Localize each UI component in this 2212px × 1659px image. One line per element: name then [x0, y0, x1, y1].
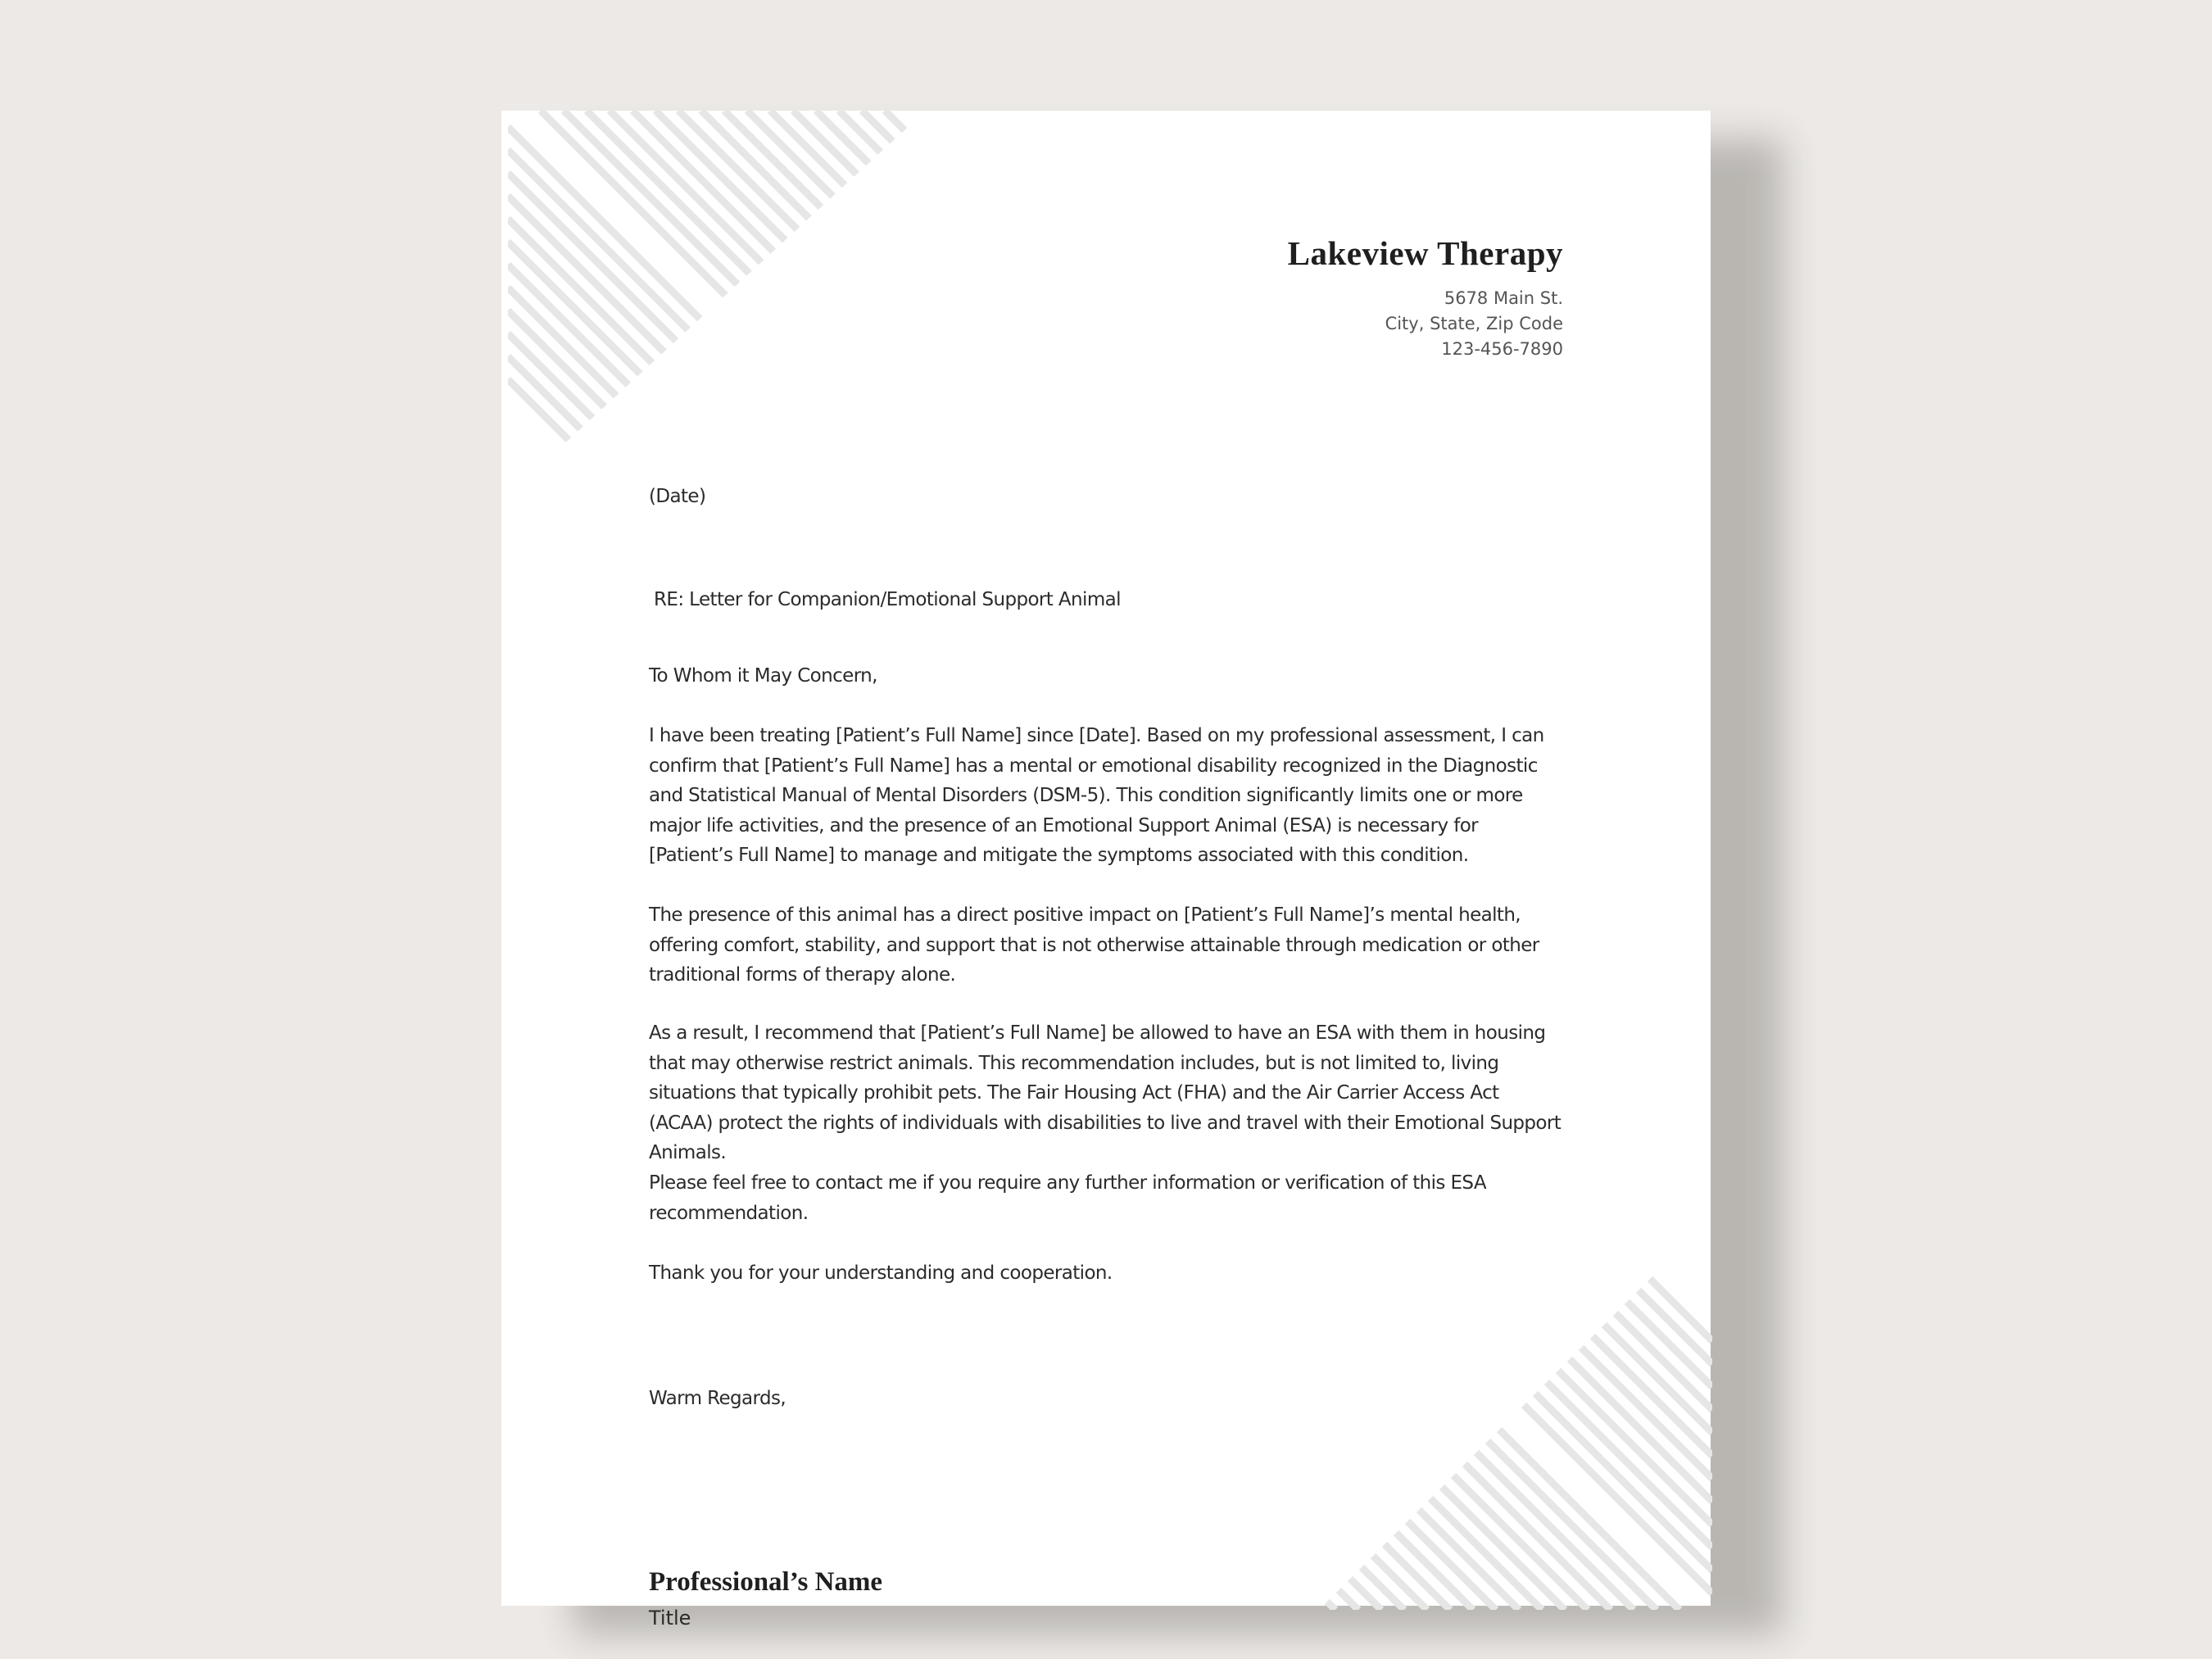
letter-date: (Date) — [649, 486, 706, 507]
signature-name: Professional’s Name — [649, 1567, 883, 1597]
body-paragraph-1: I have been treating [Patient’s Full Name] since [Date]. Based on my professional assessment, I can confirm that [Patient’s Full Name] has a mental or emotional disability recognized in the Diagnostic and Statistical Manual of Mental Disorders (DSM-5). This condition significantly limits one or more major life activities, and the presence of an Emotional Support Animal (ESA) is necessary for [Patient’s Full Name] to manage and mitigate the symptoms associated with this condition. — [649, 725, 1544, 866]
body-paragraph-2: The presence of this animal has a direct positive impact on [Patient’s Full Name]’s mental health, offering comfort, stability, and support that is not otherwise attainable through medication or other traditional forms of therapy alone. — [649, 904, 1539, 986]
letter-salutation: To Whom it May Concern, — [649, 665, 877, 687]
letterhead — [1288, 233, 1563, 362]
address-city: City, State, Zip Code — [1385, 314, 1563, 333]
letter-closing: Warm Regards, — [649, 1388, 786, 1409]
phone-number: 123-456-7890 — [1441, 339, 1563, 359]
body-paragraph-3: As a result, I recommend that [Patient’s Full Name] be allowed to have an ESA with them in housing that may otherwise restrict animals. This recommendation includes, but is not limited to, living situations that typically prohibit pets. The Fair Housing Act (FHA) and the Air Carrier Access Act (ACAA) protect the rights of individuals with disabilities to live and travel with their Emotional Support Animals. — [649, 1022, 1562, 1163]
address-street: 5678 Main St. — [1444, 288, 1563, 308]
organization-name: Lakeview Therapy — [1287, 234, 1563, 272]
letter-subject: RE: Letter for Companion/Emotional Support Animal — [654, 589, 1121, 610]
thank-you-line: Thank you for your understanding and cooperation. — [649, 1262, 1113, 1284]
diagonal-stripes-top-left — [508, 111, 934, 504]
letter-page — [501, 111, 1711, 1630]
signature-title: Title — [649, 1607, 691, 1630]
body-paragraph-4: Please feel free to contact me if you require any further information or verification of this ESA recommendation. — [649, 1172, 1486, 1224]
